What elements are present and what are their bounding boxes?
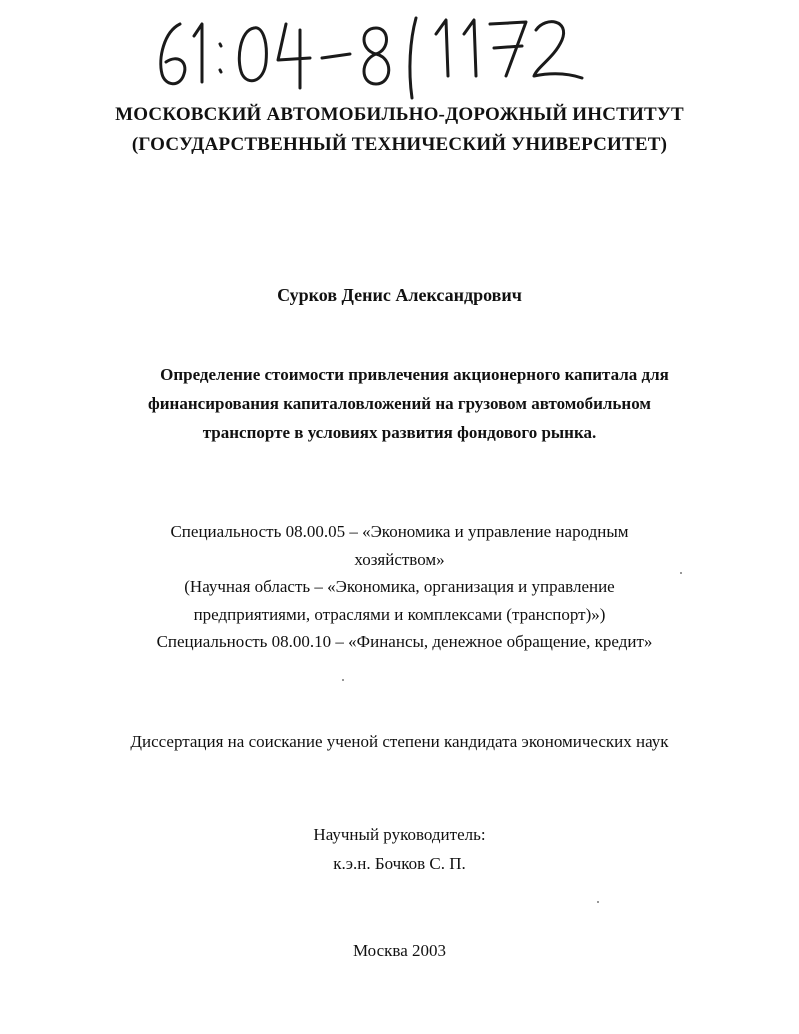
scan-speck [342, 679, 344, 681]
author-name: Сурков Денис Александрович [277, 285, 522, 305]
specialty-line2: хозяйством» [354, 549, 445, 569]
specialty-line1: Специальность 08.00.05 – «Экономика и управление народным [170, 522, 629, 541]
title-line2: финансирования капиталовложений на грузовом автомобильном [148, 394, 651, 413]
institute-name-line1: МОСКОВСКИЙ АВТОМОБИЛЬНО-ДОРОЖНЫЙ ИНСТИТУТ [115, 104, 684, 125]
dissertation-title [0, 360, 799, 447]
dissertation-degree: Диссертация на соискание ученой степени кандидата экономических наук [130, 732, 669, 751]
handwritten-archive-code [150, 10, 610, 100]
institute-name [0, 100, 799, 160]
specialty-line5: Специальность 08.00.10 – «Финансы, денежное обращение, кредит» [156, 632, 653, 651]
scan-speck [597, 901, 599, 903]
title-line3: транспорте в условиях развития фондового рынка. [202, 423, 597, 442]
scan-speck [680, 572, 682, 574]
supervisor-label: Научный руководитель: [313, 825, 486, 844]
city-year: Москва 2003 [352, 941, 447, 960]
specialty-line3: (Научная область – «Экономика, организация и управление [184, 577, 615, 596]
institute-name-line2: (ГОСУДАРСТВЕННЫЙ ТЕХНИЧЕСКИЙ УНИВЕРСИТЕТ) [131, 134, 668, 155]
supervisor-name: к.э.н. Бочков С. П. [333, 854, 466, 873]
specialties [0, 518, 799, 656]
specialty-line4: предприятиями, отраслями и комплексами (транспорт)») [193, 604, 606, 624]
supervisor [0, 820, 799, 878]
title-line1: Определение стоимости привлечения акционерного капитала для [160, 365, 669, 384]
